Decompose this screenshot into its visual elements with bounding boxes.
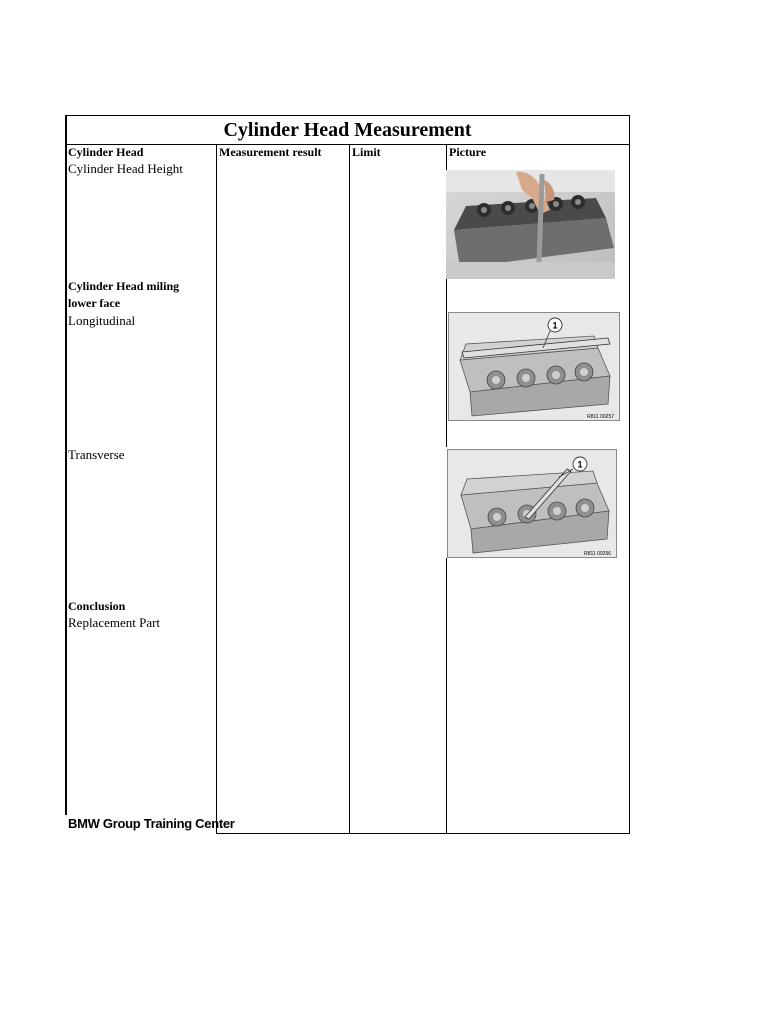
- row-heading-conclusion: Conclusion: [68, 599, 126, 613]
- photo-height-measurement: [446, 170, 615, 279]
- callout-1: 1: [552, 320, 558, 331]
- footer-brand: BMW Group Training Center: [68, 816, 235, 831]
- frame-bottom: [217, 833, 630, 834]
- frame-left: [65, 115, 67, 815]
- diagram-code-1: R811 00257: [587, 414, 614, 420]
- col-header-cylinder-head: Cylinder Head: [68, 145, 144, 159]
- row-label-replacement: Replacement Part: [68, 615, 161, 630]
- frame-right: [629, 115, 630, 834]
- callout-2: 1: [577, 459, 583, 470]
- row-label-longitudinal: Longitudinal: [68, 313, 136, 328]
- row-label-height: Cylinder Head Height: [68, 161, 183, 176]
- col-divider-1: [216, 144, 217, 834]
- col-header-measurement-result: Measurement result: [219, 145, 322, 159]
- row-label-transverse: Transverse: [68, 447, 125, 462]
- diagram-longitudinal: [448, 312, 620, 421]
- col-divider-3b: [446, 558, 447, 834]
- row-heading-milling: Cylinder Head miling lower face: [68, 279, 180, 310]
- page-title: Cylinder Head Measurement: [223, 119, 472, 141]
- col-divider-2: [349, 144, 350, 834]
- diagram-code-2: R811 00256: [584, 551, 611, 557]
- col-header-limit: Limit: [352, 145, 381, 159]
- col-header-picture: Picture: [449, 145, 487, 159]
- diagram-transverse: [447, 449, 617, 558]
